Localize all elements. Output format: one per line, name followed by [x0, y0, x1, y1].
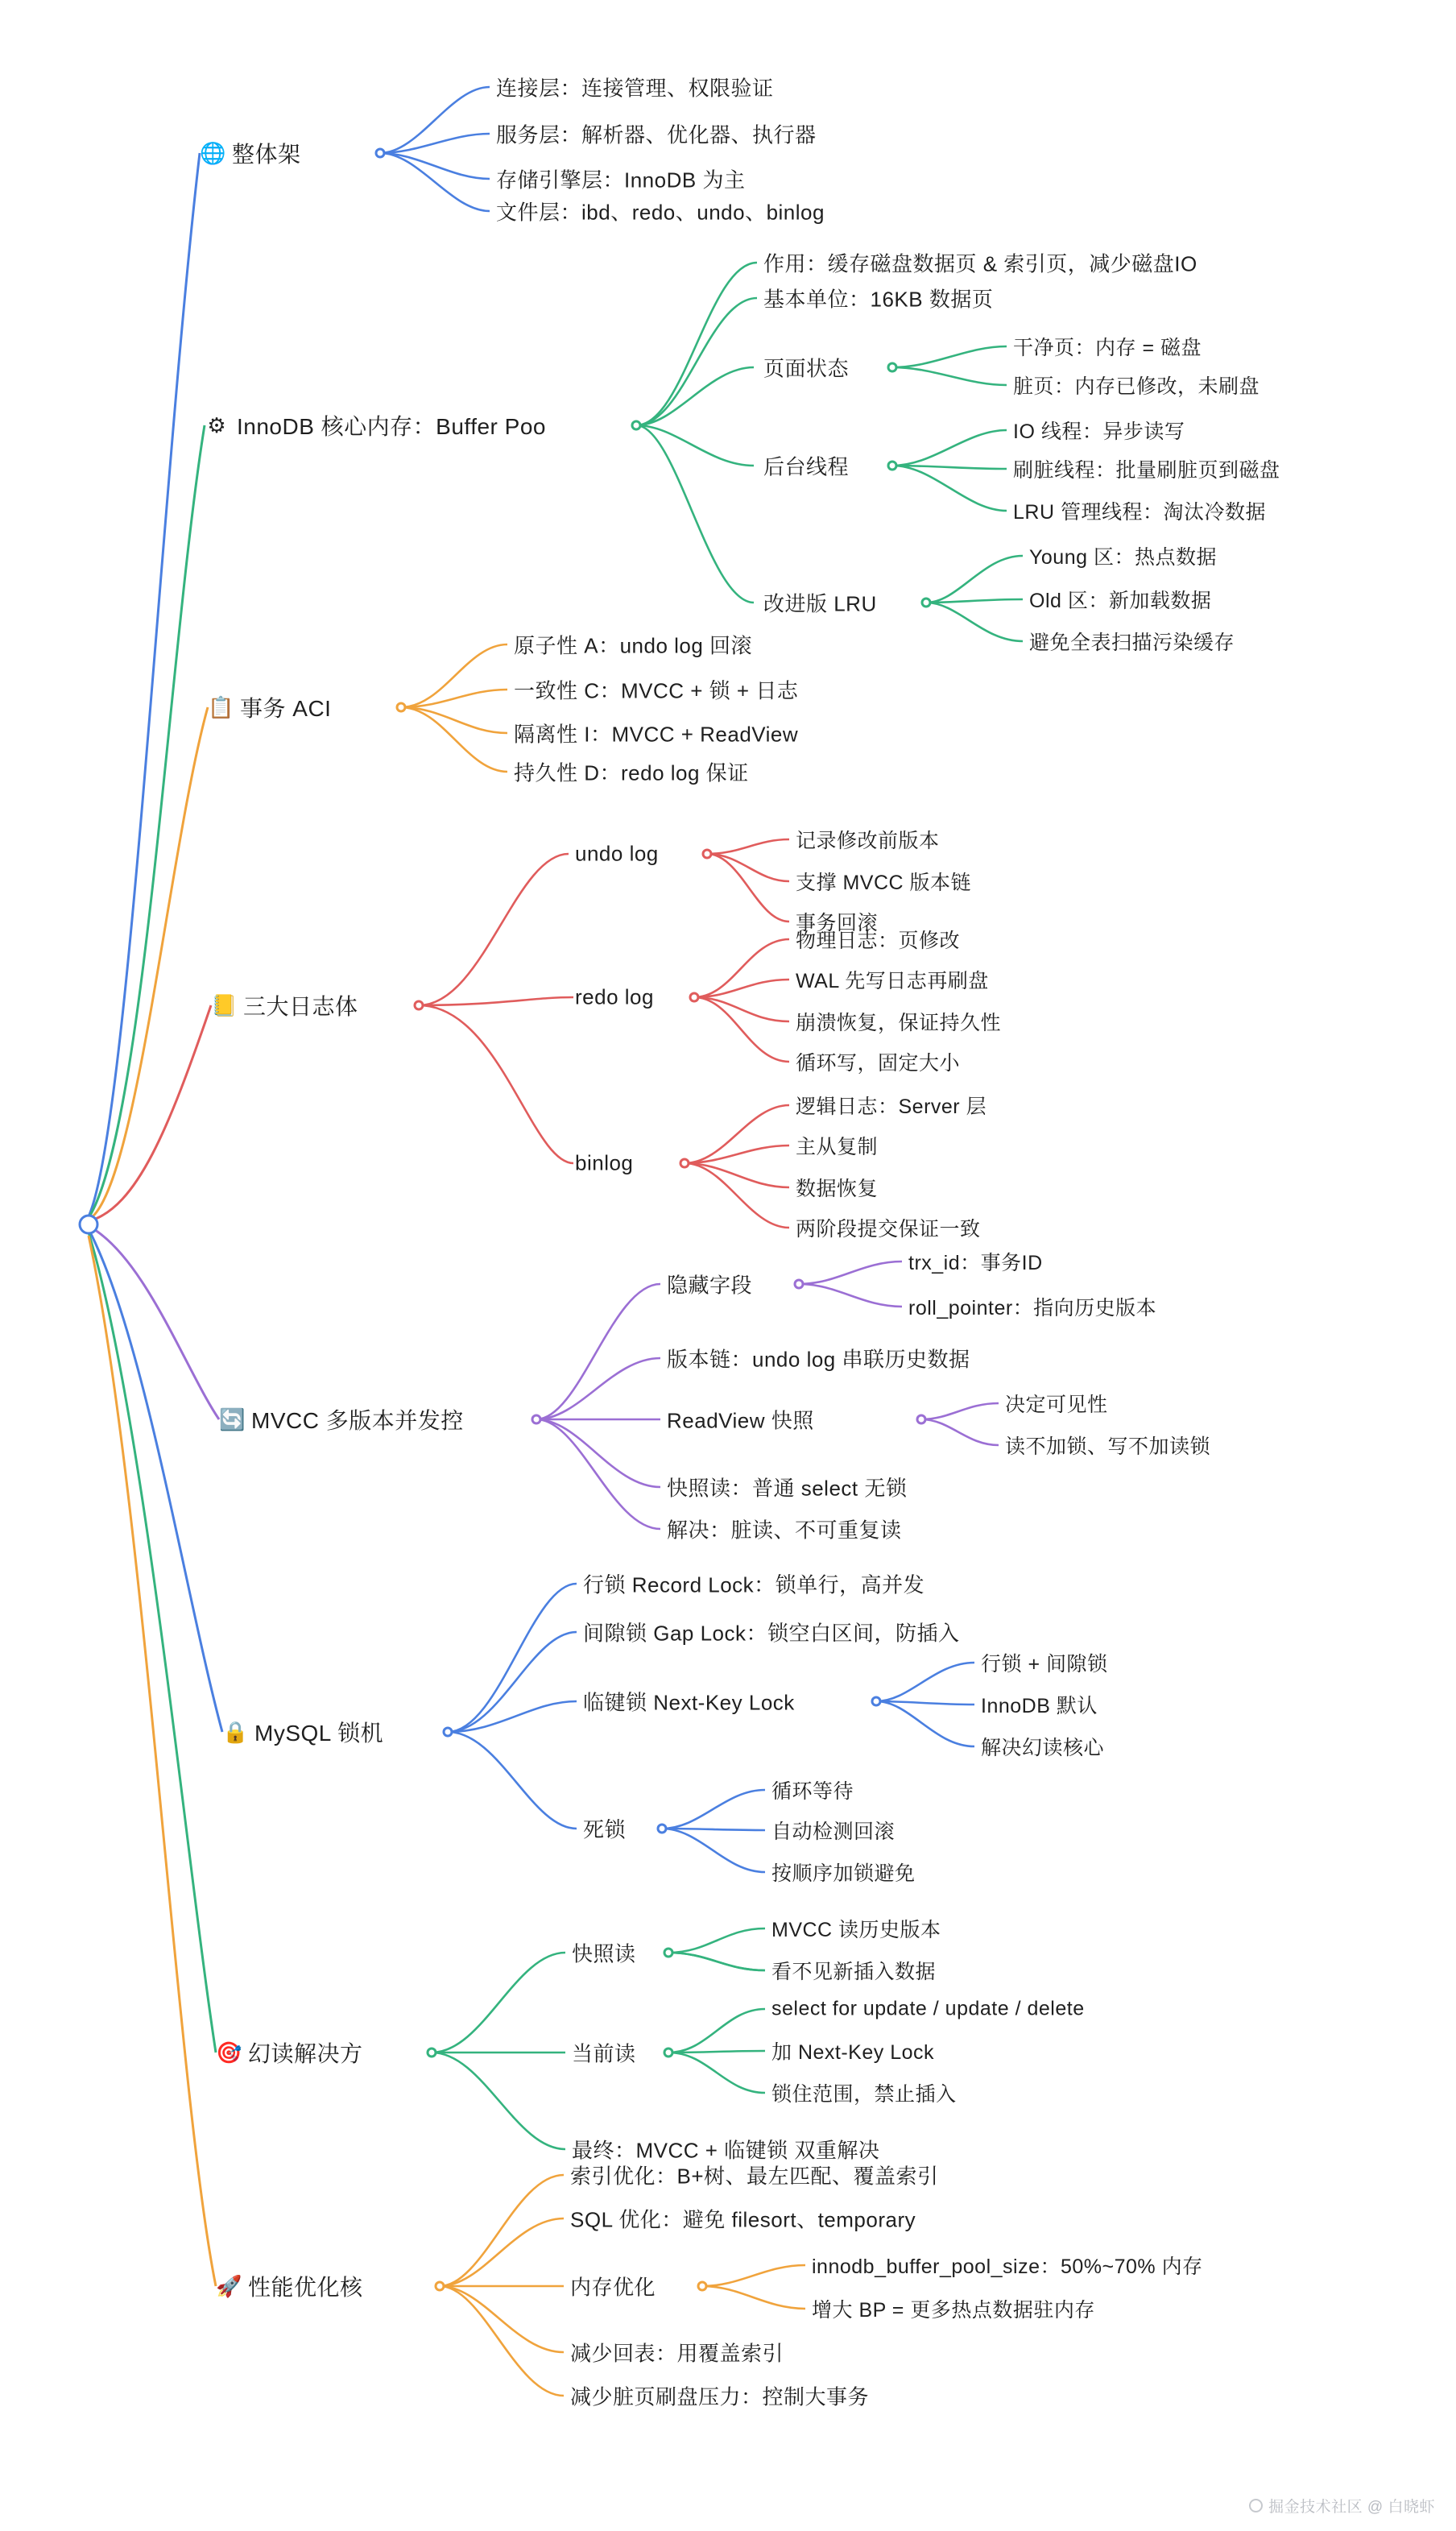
node-label: 持久性 D：redo log 保证 [514, 760, 749, 785]
node-log-redo-4[interactable] [796, 1047, 960, 1076]
node-dot-logs[interactable] [414, 1000, 424, 1011]
node-label: 循环等待 [771, 1780, 854, 1803]
node-bp-2[interactable] [763, 284, 993, 313]
node-bp-pagestate-2[interactable] [1013, 371, 1260, 400]
node-mvcc-snapshotread[interactable] [667, 1473, 907, 1502]
branch-perf[interactable] [216, 2270, 363, 2302]
node-label: 事务回滚 [796, 912, 879, 934]
watermark [1249, 2495, 1435, 2517]
node-phantom-current-3[interactable] [771, 2078, 957, 2107]
node-label: 崩溃恢复，保证持久性 [796, 1012, 1002, 1034]
node-label: 最终：MVCC + 临键锁 双重解决 [572, 2138, 880, 2163]
node-label: 改进版 LRU [763, 591, 877, 616]
node-label: 减少回表：用覆盖索引 [570, 2341, 784, 2366]
node-arch-1[interactable] [496, 72, 774, 102]
node-label: 连接层：连接管理、权限验证 [496, 76, 774, 101]
node-log-binlog-2[interactable] [796, 1131, 878, 1160]
node-lock-nextkey-2[interactable] [981, 1690, 1098, 1719]
node-dot-acid[interactable] [396, 702, 407, 713]
node-perf-lookup[interactable] [570, 2338, 784, 2367]
node-dot-current[interactable] [664, 2048, 674, 2058]
node-label: 死锁 [583, 1817, 627, 1842]
node-label: 索引优化：B+树、最左匹配、覆盖索引 [570, 2164, 939, 2189]
node-label: 作用：缓存磁盘数据页 & 索引页，减少磁盘IO [763, 251, 1197, 276]
node-lock-deadlock-3[interactable] [771, 1858, 916, 1887]
node-dot-arch[interactable] [375, 148, 386, 159]
node-bp-bgthread-1[interactable] [1013, 416, 1185, 445]
node-lock-deadlock-2[interactable] [771, 1816, 895, 1845]
node-log-binlog-3[interactable] [796, 1173, 878, 1202]
node-label: 主从复制 [796, 1136, 879, 1158]
node-label: 页面状态 [763, 356, 850, 381]
node-label: 间隙锁 Gap Lock：锁空白区间，防插入 [583, 1621, 960, 1646]
watermark-icon [1249, 2499, 1263, 2512]
node-label: 记录修改前版本 [796, 830, 940, 852]
node-dot-perf[interactable] [435, 2281, 445, 2292]
node-mvcc-chain[interactable] [667, 1344, 970, 1373]
node-mvcc-hidden-2[interactable] [908, 1292, 1156, 1321]
node-dot-readview[interactable] [916, 1415, 927, 1425]
node-label: 解决幻读核心 [981, 1737, 1105, 1759]
target-icon: 🎯 [216, 2040, 242, 2065]
node-log-undo-1[interactable] [796, 825, 940, 854]
branch-acid-label: 事务 ACI [240, 696, 332, 721]
node-label: 锁住范围，禁止插入 [771, 2083, 957, 2106]
node-bp-lru[interactable] [763, 588, 877, 618]
node-log-redo-1[interactable] [796, 925, 960, 954]
node-dot-lock[interactable] [443, 1727, 453, 1738]
node-lock-deadlock[interactable] [583, 1814, 626, 1844]
node-dot-redo[interactable] [689, 992, 700, 1003]
node-bp-1[interactable] [763, 248, 1197, 278]
node-label: IO 线程：异步读写 [1013, 420, 1185, 443]
node-label: 后台线程 [763, 454, 850, 479]
node-label: redo log [575, 984, 654, 1009]
notebook-icon: 📒 [211, 993, 238, 1017]
branch-lock-label: MySQL 锁机 [254, 1721, 384, 1746]
node-dot-snapshot[interactable] [664, 1948, 674, 1958]
node-label: 看不见新插入数据 [771, 1961, 937, 1983]
branch-acid[interactable] [208, 691, 331, 723]
node-log-binlog-1[interactable] [796, 1091, 987, 1120]
node-label: 循环写，固定大小 [796, 1052, 961, 1075]
node-dot-nextkey[interactable] [871, 1696, 882, 1707]
node-label: 避免全表扫描污染缓存 [1029, 632, 1235, 654]
node-arch-2[interactable] [496, 119, 817, 149]
branch-logs[interactable] [211, 989, 358, 1021]
node-log-binlog[interactable] [575, 1151, 633, 1176]
node-label: InnoDB 默认 [981, 1695, 1098, 1717]
node-phantom-snapshot-2[interactable] [771, 1956, 936, 1985]
rocket-icon: 🚀 [216, 2274, 242, 2298]
node-dot-hidden[interactable] [794, 1279, 805, 1290]
node-label: 决定可见性 [1005, 1394, 1108, 1416]
watermark-text: 掘金技术社区 @ 白晓虾 [1268, 2499, 1435, 2516]
node-label: 增大 BP = 更多热点数据驻内存 [812, 2299, 1095, 2322]
node-lock-nextkey[interactable] [583, 1687, 795, 1717]
node-phantom-snapshot[interactable] [572, 1938, 636, 1968]
node-lock-nextkey-3[interactable] [981, 1732, 1104, 1761]
node-label: 隔离性 I：MVCC + ReadView [514, 722, 799, 747]
branch-lock[interactable] [222, 1716, 383, 1748]
node-label: Old 区：新加载数据 [1029, 590, 1212, 612]
node-label: select for update / update / delete [771, 1997, 1085, 2020]
node-phantom-snapshot-1[interactable] [771, 1914, 941, 1943]
node-label: trx_id：事务ID [908, 1252, 1043, 1274]
node-label: roll_pointer：指向历史版本 [908, 1297, 1157, 1319]
node-log-redo-3[interactable] [796, 1007, 1001, 1036]
node-log-binlog-4[interactable] [796, 1213, 981, 1242]
node-label: MVCC 读历史版本 [771, 1919, 941, 1941]
branch-phantom-label: 幻读解决方 [248, 2041, 363, 2066]
node-label: 行锁 + 间隙锁 [981, 1653, 1108, 1676]
node-log-undo-2[interactable] [796, 867, 971, 896]
node-phantom-current-2[interactable] [771, 2036, 934, 2065]
node-mvcc-readview[interactable] [667, 1405, 814, 1435]
node-label: 快照读：普通 select 无锁 [667, 1476, 908, 1501]
node-bp-lru-1[interactable] [1029, 541, 1217, 570]
node-label: 临键锁 Next-Key Lock [583, 1690, 795, 1715]
node-dot-undo[interactable] [702, 849, 713, 860]
node-mvcc-hidden-1[interactable] [908, 1247, 1043, 1276]
node-label: LRU 管理线程：淘汰冷数据 [1013, 501, 1266, 524]
branch-bufferpool-label: InnoDB 核心内存：Buffer Poo [237, 414, 546, 439]
node-label: 内存优化 [570, 2275, 656, 2300]
node-perf-memory[interactable] [570, 2272, 656, 2301]
node-label: 快照读 [572, 1941, 636, 1966]
node-acid-4[interactable] [514, 757, 749, 787]
node-label: 脏页：内存已修改，未刷盘 [1013, 375, 1260, 398]
node-label: 解决：脏读、不可重复读 [667, 1518, 902, 1543]
node-mvcc-readview-1[interactable] [1005, 1389, 1108, 1418]
node-label: 加 Next-Key Lock [771, 2041, 935, 2064]
node-dot-phantom[interactable] [427, 2048, 437, 2058]
node-lock-gap[interactable] [583, 1618, 960, 1647]
node-log-redo-2[interactable] [796, 965, 989, 994]
node-dot-bufferpool[interactable] [631, 420, 642, 431]
node-dot-bgthread[interactable] [887, 461, 898, 471]
clipboard-icon: 📋 [208, 695, 234, 719]
node-mvcc-readview-2[interactable] [1005, 1431, 1210, 1460]
node-label: 两阶段提交保证一致 [796, 1218, 981, 1241]
node-arch-4[interactable] [496, 197, 825, 226]
node-label: 干净页：内存 = 磁盘 [1013, 337, 1202, 359]
node-label: innodb_buffer_pool_size：50%~70% 内存 [812, 2256, 1203, 2278]
node-perf-sql[interactable] [570, 2204, 916, 2234]
lock-icon: 🔒 [222, 1720, 249, 1744]
node-bp-bgthread-2[interactable] [1013, 454, 1280, 483]
node-dot-binlog[interactable] [680, 1158, 690, 1169]
node-acid-1[interactable] [514, 630, 752, 660]
node-lock-deadlock-1[interactable] [771, 1775, 854, 1804]
node-mvcc-hidden[interactable] [667, 1270, 752, 1299]
branch-bufferpool[interactable] [205, 409, 546, 441]
node-label: 服务层：解析器、优化器、执行器 [496, 122, 817, 147]
node-label: 原子性 A：undo log 回滚 [514, 633, 753, 658]
branch-perf-label: 性能优化核 [248, 2275, 363, 2300]
node-label: 当前读 [572, 2041, 636, 2066]
node-perf-memory-2[interactable] [812, 2294, 1095, 2323]
node-bp-bgthread[interactable] [763, 451, 849, 481]
node-dot-lru[interactable] [921, 598, 932, 608]
node-label: 减少脏页刷盘压力：控制大事务 [570, 2384, 870, 2409]
node-lock-nextkey-1[interactable] [981, 1648, 1108, 1677]
node-dot-deadlock[interactable] [657, 1824, 668, 1834]
node-label: Young 区：热点数据 [1029, 546, 1217, 569]
node-log-redo[interactable] [575, 985, 654, 1010]
node-label: 刷脏线程：批量刷脏页到磁盘 [1013, 459, 1280, 482]
node-bp-bgthread-3[interactable] [1013, 496, 1266, 525]
node-label: 存储引擎层：InnoDB 为主 [496, 168, 746, 193]
node-label: 自动检测回滚 [771, 1821, 896, 1843]
node-phantom-current[interactable] [572, 2038, 636, 2068]
branch-mvcc[interactable] [219, 1403, 464, 1435]
branch-mvcc-label: MVCC 多版本并发控 [251, 1408, 464, 1433]
node-perf-memory-1[interactable] [812, 2251, 1203, 2280]
node-log-undo[interactable] [575, 842, 659, 867]
node-label: 读不加锁、写不加读锁 [1005, 1435, 1211, 1458]
node-label: 一致性 C：MVCC + 锁 + 日志 [514, 678, 799, 703]
node-perf-index[interactable] [570, 2160, 939, 2190]
node-dot-mvcc[interactable] [532, 1415, 542, 1425]
node-bp-lru-2[interactable] [1029, 585, 1211, 614]
node-label: 基本单位：16KB 数据页 [763, 287, 994, 312]
node-label: 隐藏字段 [667, 1273, 753, 1298]
node-label: 按顺序加锁避免 [771, 1862, 916, 1885]
node-label: 支撑 MVCC 版本链 [796, 872, 972, 894]
node-perf-dirty[interactable] [570, 2381, 869, 2411]
node-label: 版本链：undo log 串联历史数据 [667, 1347, 970, 1372]
node-label: 数据恢复 [796, 1178, 879, 1200]
refresh-icon: 🔄 [219, 1407, 246, 1431]
node-lock-record[interactable] [583, 1569, 924, 1599]
branch-phantom[interactable] [216, 2036, 363, 2069]
node-acid-2[interactable] [514, 675, 798, 705]
node-mvcc-solve[interactable] [667, 1514, 902, 1544]
node-acid-3[interactable] [514, 719, 798, 748]
node-bp-lru-3[interactable] [1029, 627, 1235, 656]
node-label: undo log [575, 841, 659, 866]
node-arch-3[interactable] [496, 164, 745, 194]
node-label: WAL 先写日志再刷盘 [796, 970, 989, 992]
node-label: binlog [575, 1150, 634, 1175]
branch-arch-label: 整体架 [232, 142, 301, 167]
node-label: SQL 优化：避免 filesort、temporary [570, 2207, 916, 2232]
node-dot-memory[interactable] [697, 2281, 708, 2292]
node-label: ReadView 快照 [667, 1408, 814, 1433]
node-label: 行锁 Record Lock：锁单行，高并发 [583, 1572, 925, 1597]
branch-logs-label: 三大日志体 [243, 994, 358, 1019]
node-label: 文件层：ibd、redo、undo、binlog [496, 200, 825, 225]
root-node[interactable] [79, 1215, 99, 1235]
node-bp-pagestate-1[interactable] [1013, 332, 1202, 361]
node-phantom-current-1[interactable] [771, 1998, 1085, 2021]
node-label: 物理日志：页修改 [796, 930, 961, 952]
globe-icon: 🌐 [200, 141, 226, 165]
gear-icon: ⚙ [207, 413, 226, 437]
node-dot-pagestate[interactable] [887, 362, 898, 373]
node-bp-pagestate[interactable] [763, 353, 849, 383]
node-label: 逻辑日志：Server 层 [796, 1096, 987, 1118]
branch-arch[interactable] [200, 137, 301, 169]
